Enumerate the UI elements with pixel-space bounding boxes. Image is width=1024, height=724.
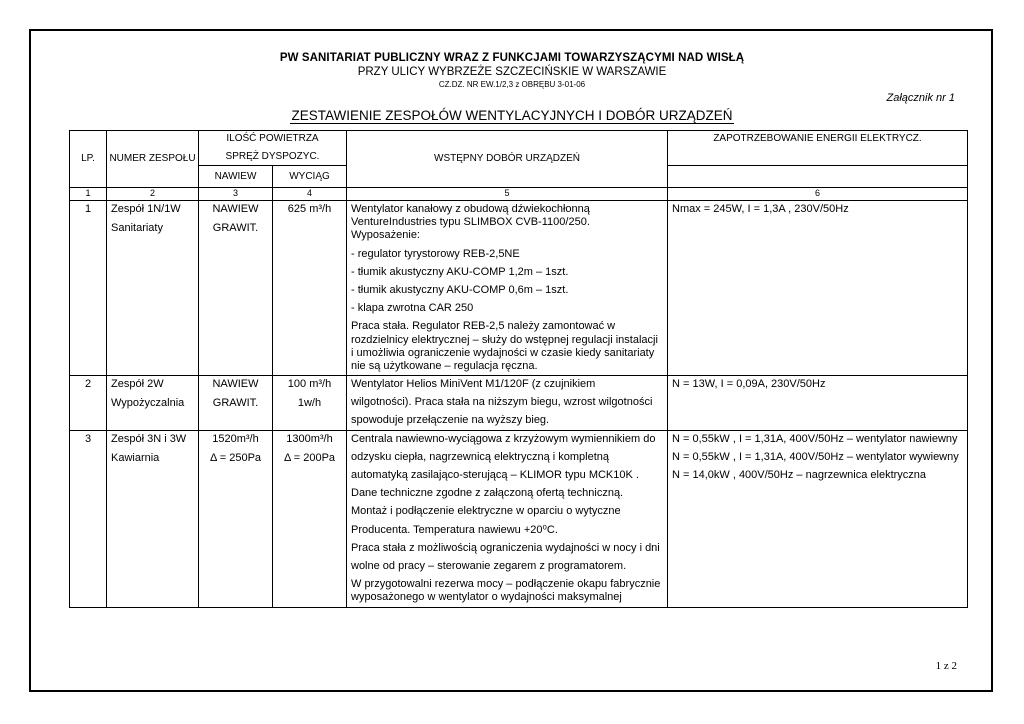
row-energy: N = 0,55kW , I = 1,31A, 400V/50Hz – wentylator nawiewny N = 0,55kW , I = 1,31A, 400V/50Hz – wentylator wywiewny N = 14,0kW , 400V/50Hz – nagrzewnica elektryczna	[668, 430, 968, 607]
document-title-line2: PRZY ULICY WYBRZEŻE SZCZECIŃSKIE W WARSZAWIE	[357, 66, 667, 78]
row-lp: 1	[70, 201, 107, 376]
page-number: 1 z 2	[935, 660, 957, 672]
row-lp: 2	[70, 376, 107, 431]
ventilation-table	[69, 130, 968, 608]
header-lp: LP.	[70, 131, 107, 188]
row-device: Wentylator kanałowy z obudową dźwiekochłonną VentureIndustries typu SLIMBOX CVB-1100/250. Wyposażenie: - regulator tyrystorowy REB-2,5NE - tłumik akustyczny AKU-COMP 1,2m – 1szt. - tłumik akustyczny AKU-COMP 0,6m – 1szt. - klapa zwrotna CAR 250 Praca stała. Regulator REB-2,5 należy zamontować w rozdzielnicy elektrycznej – służy do wstępnej regulacji instalacji i umożliwia ograniczenie wydajności w czasie kiedy sanitariaty nie są użytkowane – regulacja ręczna.	[347, 201, 668, 376]
header-air: ILOŚĆ POWIETRZA SPRĘŻ DYSPOZYC.	[199, 131, 347, 166]
column-number: 4	[273, 188, 347, 201]
column-number: 2	[107, 188, 199, 201]
row-exhaust: 100 m³/h 1w/h	[273, 376, 347, 431]
row-exhaust: 1300m³/h Δ = 200Pa	[273, 430, 347, 607]
table-row	[70, 376, 968, 431]
row-device: Wentylator Helios MiniVent M1/120F (z czujnikiem wilgotności). Praca stała na niższym biegu, wzrost wilgotności spowoduje przełączenie na wyższy bieg.	[347, 376, 668, 431]
row-device: Centrala nawiewno-wyciągowa z krzyżowym wymiennikiem do odzysku ciepła, nagrzewnicą elektryczną i kompletną automatyką zasilająco-sterującą – KLIMOR typu MCK10K . Dane techniczne zgodne z załączoną ofertą techniczną. Montaż i podłączenie elektryczne w oparciu o wytyczne Producenta. Temperatura nawiewu +20⁰C. Praca stała z możliwością ograniczenia wydajności w nocy i dni wolne od pracy – sterowanie zegarem z programatorem. W przygotowalni rezerwa mocy – podłączenie okapu fabrycznie wyposażonego w wentylator o wydajności maksymalnej	[347, 430, 668, 607]
row-supply: NAWIEW GRAWIT.	[199, 201, 273, 376]
section-title: ZESTAWIENIE ZESPOŁÓW WENTYLACYJNYCH I DOBÓR URZĄDZEŃ	[291, 108, 733, 123]
annex-label: Załącznik nr 1	[886, 92, 955, 104]
row-energy: Nmax = 245W, I = 1,3A , 230V/50Hz	[668, 201, 968, 376]
row-exhaust: 625 m³/h	[273, 201, 347, 376]
header-device: WSTĘPNY DOBÓR URZĄDZEŃ	[347, 131, 668, 188]
row-team: Zespół 2W Wypożyczalnia	[107, 376, 199, 431]
header-energy-blank	[668, 166, 968, 188]
column-number: 3	[199, 188, 273, 201]
column-number: 5	[347, 188, 668, 201]
header-energy: ZAPOTRZEBOWANIE ENERGII ELEKTRYCZ.	[668, 131, 968, 166]
row-lp: 3	[70, 430, 107, 607]
document-title-line1: PW SANITARIAT PUBLICZNY WRAZ Z FUNKCJAMI TOWARZYSZĄCYMI NAD WISŁĄ	[279, 52, 745, 64]
document-reference: CZ.DZ. NR EW.1/2,3 z OBRĘBU 3-01-06	[438, 80, 586, 89]
column-numbers-row	[70, 188, 968, 201]
table-row	[70, 201, 968, 376]
column-number: 1	[70, 188, 107, 201]
header-supply: NAWIEW	[199, 166, 273, 188]
header-exhaust: WYCIĄG	[273, 166, 347, 188]
row-team: Zespół 3N i 3W Kawiarnia	[107, 430, 199, 607]
row-team: Zespół 1N/1W Sanitariaty	[107, 201, 199, 376]
header-team: NUMER ZESPOŁU	[107, 131, 199, 188]
row-supply: NAWIEW GRAWIT.	[199, 376, 273, 431]
row-energy: N = 13W, I = 0,09A, 230V/50Hz	[668, 376, 968, 431]
row-supply: 1520m³/h Δ = 250Pa	[199, 430, 273, 607]
column-number: 6	[668, 188, 968, 201]
table-row	[70, 430, 968, 607]
